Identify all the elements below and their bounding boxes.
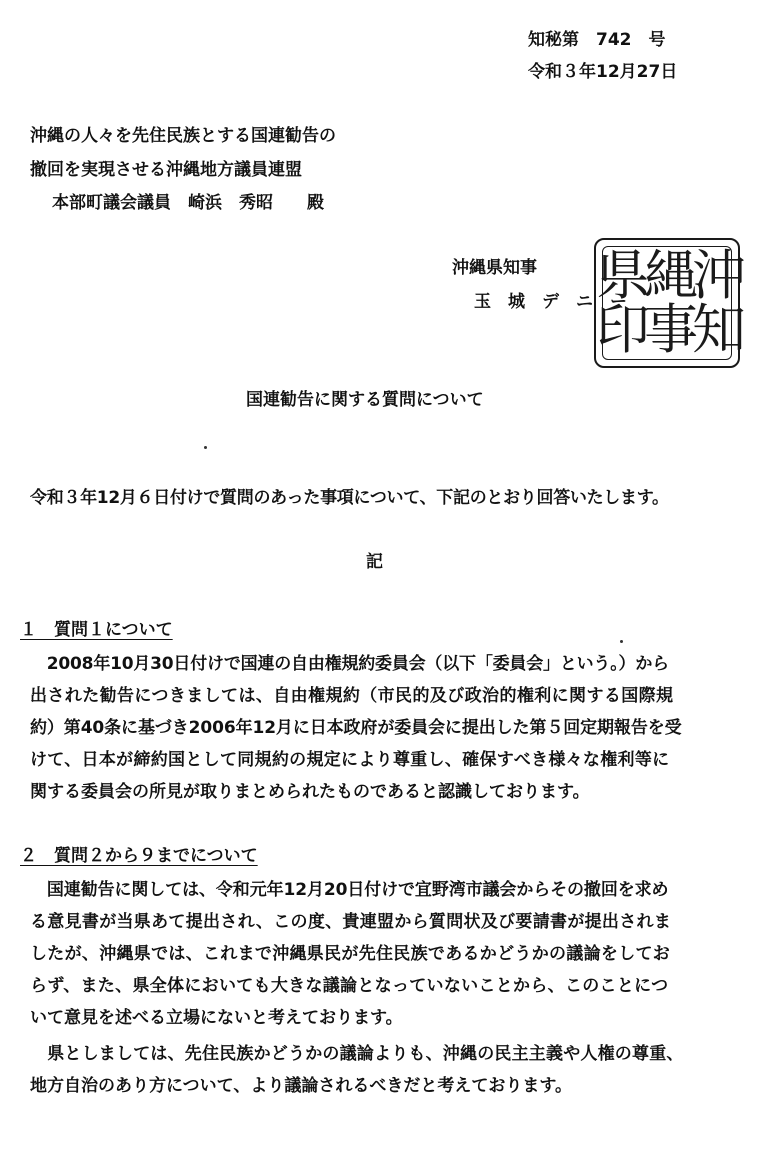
section-1-line: けて、日本が締約国として同規約の規定により尊重し、確保すべき様々な権利等に (30, 750, 670, 770)
seal-char: 沖 (692, 244, 746, 307)
section-2-line: 県としましては、先住民族かどうかの議論よりも、沖縄の民主主義や人権の尊重、 (30, 1044, 684, 1064)
seal-char: 縄 (644, 244, 698, 307)
section-2-line: らず、また、県全体においても大きな議論となっていないことから、このことにつ (30, 976, 669, 996)
section-1-line: 関する委員会の所見が取りまとめられたものであると認識しております。 (30, 782, 590, 802)
seal-char: 事 (644, 298, 698, 361)
ki-marker: 記 (366, 552, 383, 572)
section-2-line: したが、沖縄県では、これまで沖縄県民が先住民族であるかどうかの議論をしてお (30, 944, 671, 964)
scan-speck (204, 446, 207, 449)
document-date: 令和３年12月27日 (528, 62, 678, 82)
recipient-line-2: 撤回を実現させる沖縄地方議員連盟 (30, 160, 302, 180)
intro-text: 令和３年12月６日付けで質問のあった事項について、下記のとおり回答いたします。 (30, 488, 669, 508)
sender-title: 沖縄県知事 (452, 258, 537, 278)
scan-speck (620, 640, 623, 643)
section-1-line: 約）第40条に基づき2006年12月に日本政府が委員会に提出した第５回定期報告を受 (30, 718, 682, 738)
recipient-line-1: 沖縄の人々を先住民族とする国連勧告の (30, 126, 336, 146)
section-2-line: いて意見を述べる立場にないと考えております。 (30, 1008, 403, 1028)
seal-char: 県 (596, 244, 650, 307)
section-2-line: 地方自治のあり方について、より議論されるべきだと考えております。 (30, 1076, 572, 1096)
seal-char: 知 (692, 298, 746, 361)
section-2-line: 国連勧告に関しては、令和元年12月20日付けで宜野湾市議会からその撤回を求め (30, 880, 669, 900)
official-seal (594, 238, 746, 368)
section-2-heading: ２ 質問２から９までについて (20, 846, 258, 866)
seal-char: 印 (596, 298, 650, 361)
document-number: 知秘第 742 号 (528, 30, 666, 50)
recipient-line-3: 本部町議会議員 崎浜 秀昭 殿 (52, 193, 324, 213)
sender-name: 玉 城 デ ニ ー (474, 292, 627, 312)
section-1-line: 出された勧告につきましては、自由権規約（市民的及び政治的権利に関する国際規 (30, 686, 674, 706)
section-1-line: 2008年10月30日付けで国連の自由権規約委員会（以下「委員会」という。）から (30, 654, 669, 674)
subject-heading: 国連勧告に関する質問について (246, 390, 484, 410)
section-2-line: る意見書が当県あて提出され、この度、貴連盟から質問状及び要請書が提出されま (30, 912, 672, 932)
section-1-heading: １ 質問１について (20, 620, 173, 640)
